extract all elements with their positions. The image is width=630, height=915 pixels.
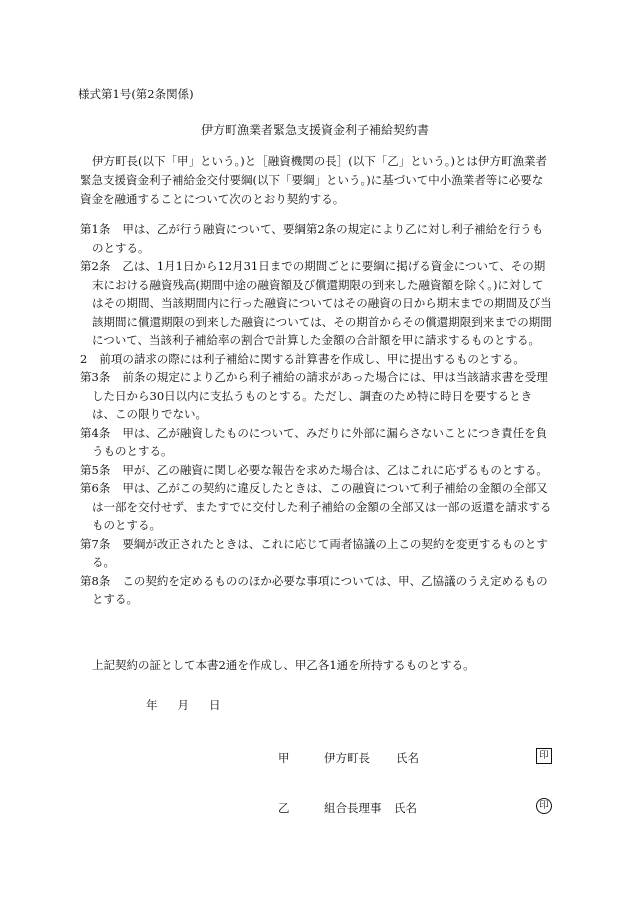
article-text: この契約を定めるもののほか必要な事項については、甲、乙協議のうえ定めるものとする。 [92, 573, 548, 606]
party-role: 甲 [278, 751, 290, 765]
name-label: 氏名 [394, 801, 417, 815]
seal-mark: 印 [536, 748, 552, 764]
date-year: 年 [146, 698, 158, 712]
form-number: 様式第1号(第2条関係) [78, 87, 194, 101]
article-text: 甲は、乙が融資したものについて、みだりに外部に漏らさないことにつき責任を負うものとする。 [92, 425, 548, 458]
article-label: 2 [80, 351, 88, 366]
article-label: 第1条 [80, 222, 111, 236]
article-6 [80, 479, 552, 535]
seal-mark: 印 [536, 798, 552, 814]
article-label: 第8条 [80, 573, 111, 588]
article-label: 第4条 [80, 425, 111, 440]
article-7 [80, 535, 552, 572]
closing-statement: 上記契約の証として本書2通を作成し、甲乙各1通を所持するものとする。 [92, 658, 475, 672]
article-label: 第3条 [80, 370, 111, 384]
article-8 [80, 572, 552, 609]
article-5 [80, 461, 552, 480]
article-2-paragraph-2 [80, 350, 552, 369]
article-text: 乙は、1月1日から12月31日までの期間ごとに要綱に掲げる資金について、その期末における融資残高(期間中途の融資額及び償還期限の到来した融資額を除く。)に対してはその期間、当該期間内に行った融資についてはその融資の日から期末までの期間及び当該期間に償還期限の到来した融資については、その期首からその償還期限到来までの期間について、当該利子補給率の割合で計算した金額の合計額を甲に請求するものとする。 [92, 259, 552, 347]
article-label: 第6条 [80, 481, 111, 495]
article-3 [80, 368, 552, 424]
preamble-paragraph: 伊方町長(以下「甲」という。)と［融資機関の長］(以下「乙」という。)とは伊方町漁業者緊急支援資金利子補給金交付要綱(以下「要綱」という。)に基づいて中小漁業者等に必要な資金を融通することについて次のとおり契約する。 [80, 154, 547, 206]
article-list [80, 220, 552, 609]
date-day: 日 [209, 698, 221, 712]
party-otsu [278, 800, 554, 820]
article-4 [80, 424, 552, 461]
name-label: 氏名 [396, 751, 419, 765]
article-text: 前項の請求の際には利子補給に関する計算書を作成し、甲に提出するものとする。 [99, 351, 525, 366]
article-1 [80, 220, 552, 257]
party-title: 伊方町長 [324, 751, 370, 765]
article-label: 第5条 [80, 462, 111, 477]
article-text: 要綱が改正されたときは、これに応じて両者協議の上この契約を変更するものとする。 [92, 536, 548, 569]
article-label: 第7条 [80, 536, 111, 551]
article-text: 前条の規定により乙から利子補給の請求があった場合には、甲は当該請求書を受理した日から30日以内に支払うものとする。ただし、調査のため特に時日を要するときは、この限りでない。 [92, 370, 548, 421]
article-text: 甲は、乙がこの契約に違反したときは、この融資について利子補給の金額の全部又は一部を交付せず、またすでに交付した利子補給の金額の全部又は一部の返還を請求するものとする。 [92, 481, 552, 532]
article-label: 第2条 [80, 259, 111, 273]
article-text: 甲は、乙が行う融資について、要綱第2条の規定により乙に対し利子補給を行うものとする。 [92, 222, 544, 255]
party-ko [278, 750, 554, 770]
article-text: 甲が、乙の融資に関し必要な報告を求めた場合は、乙はこれに応ずるものとする。 [122, 462, 548, 477]
party-title: 組合長理事 [324, 801, 382, 815]
date-month: 月 [177, 698, 189, 712]
date-line [146, 697, 241, 713]
article-2 [80, 257, 552, 350]
document-title: 伊方町漁業者緊急支援資金利子補給契約書 [200, 123, 429, 137]
party-role: 乙 [278, 801, 290, 815]
